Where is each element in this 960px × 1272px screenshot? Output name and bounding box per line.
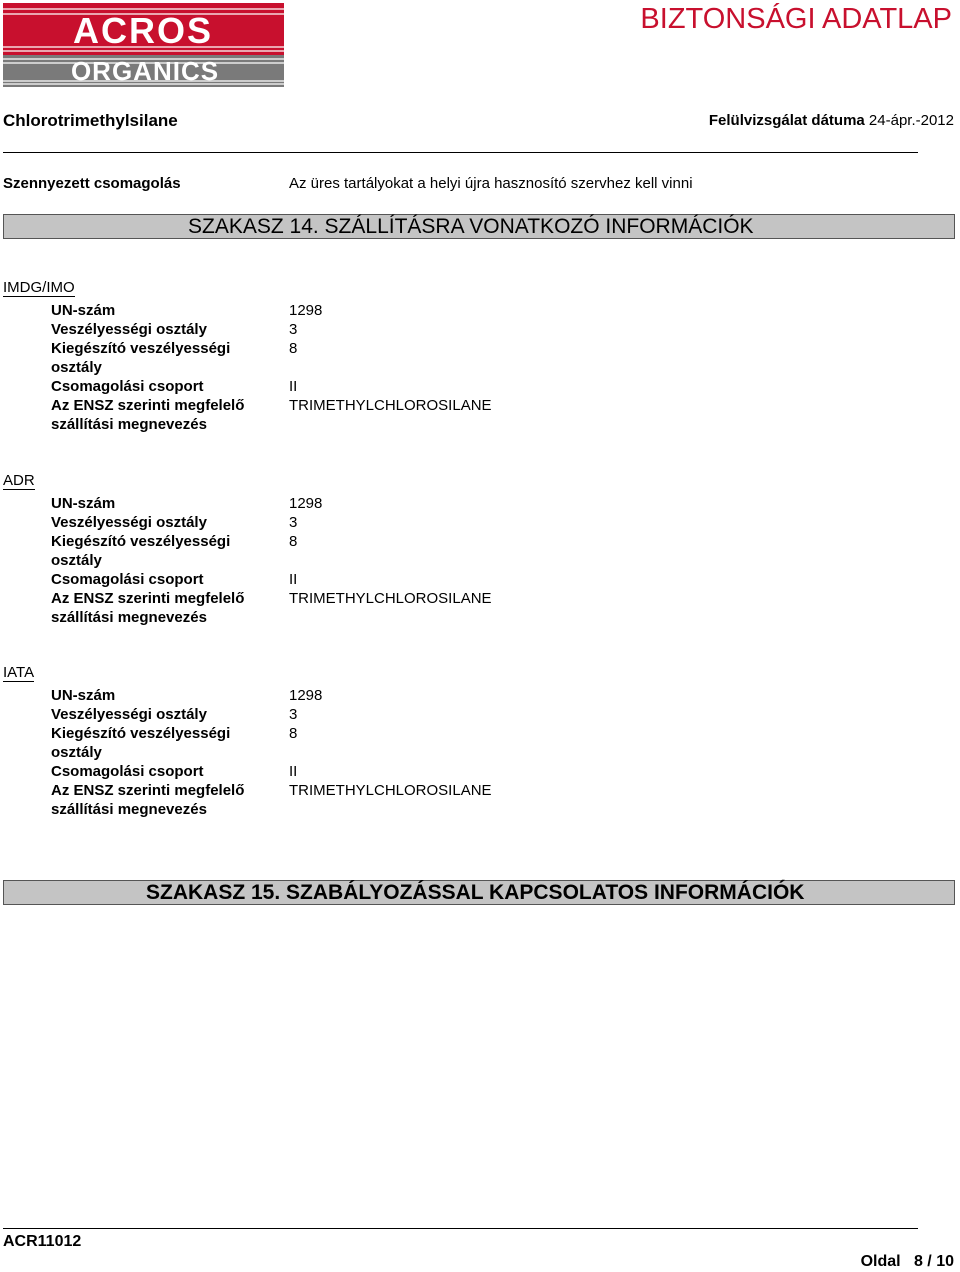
transport-mode-title: IATA (3, 664, 35, 681)
product-name: Chlorotrimethylsilane (3, 111, 178, 130)
page-label: Oldal (860, 1253, 901, 1270)
row-value: 1298 (289, 302, 323, 319)
row-value: TRIMETHYLCHLOROSILANE (289, 397, 492, 414)
row-value: 8 (289, 340, 298, 357)
row-label: Csomagolási csoport (51, 571, 204, 588)
svg-text:ORGANICS: ORGANICS (70, 56, 220, 86)
section-14-header (3, 214, 955, 239)
page-total: 10 (936, 1253, 954, 1270)
transport-mode-title: ADR (3, 472, 35, 489)
row-label: UN-szám (51, 495, 116, 512)
acros-organics-logo (3, 3, 284, 87)
row-value: 3 (289, 514, 298, 531)
row-label: Csomagolási csoport (51, 378, 204, 395)
section-15-title: SZAKASZ 15. SZABÁLYOZÁSSAL KAPCSOLATOS INFORMÁCIÓK (146, 881, 805, 904)
row-label: Veszélyességi osztály (51, 706, 207, 723)
row-label: Veszélyességi osztály (51, 514, 207, 531)
row-label: Kiegészító veszélyességi osztály (51, 533, 231, 569)
header-divider (3, 152, 918, 153)
section-14-title: SZAKASZ 14. SZÁLLÍTÁSRA VONATKOZÓ INFORMÁCIÓK (188, 215, 754, 238)
row-value: 1298 (289, 687, 323, 704)
row-value: TRIMETHYLCHLOROSILANE (289, 590, 492, 607)
revision-date: 24-ápr.-2012 (868, 112, 954, 129)
row-value: TRIMETHYLCHLOROSILANE (289, 782, 492, 799)
row-value: 3 (289, 321, 298, 338)
svg-text:ACROS: ACROS (72, 10, 214, 51)
document-title: BIZTONSÁGI ADATLAP (640, 3, 952, 35)
row-value: II (289, 378, 298, 395)
row-value: 8 (289, 725, 298, 742)
contaminated-packaging-value: Az üres tartályokat a helyi újra hasznosító szervhez kell vinni (289, 175, 693, 192)
transport-mode-title: IMDG/IMO (3, 279, 75, 296)
row-value: II (289, 571, 298, 588)
section-15-header (3, 880, 955, 905)
row-label: Kiegészító veszélyességi osztály (51, 725, 231, 761)
row-label: Az ENSZ szerinti megfelelő szállítási megnevezés (51, 782, 245, 818)
row-label: Az ENSZ szerinti megfelelő szállítási megnevezés (51, 397, 245, 433)
page-current: 8 (913, 1253, 923, 1270)
row-label: Veszélyességi osztály (51, 321, 207, 338)
row-value: II (289, 763, 298, 780)
page-indicator: Oldal 8 / 10 (860, 1253, 954, 1270)
row-label: Az ENSZ szerinti megfelelő szállítási megnevezés (51, 590, 245, 626)
document-code: ACR11012 (3, 1233, 82, 1250)
row-label: Csomagolási csoport (51, 763, 204, 780)
footer-divider (3, 1228, 918, 1229)
row-label: UN-szám (51, 687, 116, 704)
contaminated-packaging-label: Szennyezett csomagolás (3, 175, 181, 192)
row-value: 3 (289, 706, 298, 723)
row-value: 1298 (289, 495, 323, 512)
revision-label: Felülvizsgálat dátuma (708, 112, 865, 129)
revision-date-line (709, 112, 954, 129)
row-label: UN-szám (51, 302, 116, 319)
row-value: 8 (289, 533, 298, 550)
row-label: Kiegészító veszélyességi osztály (51, 340, 231, 376)
